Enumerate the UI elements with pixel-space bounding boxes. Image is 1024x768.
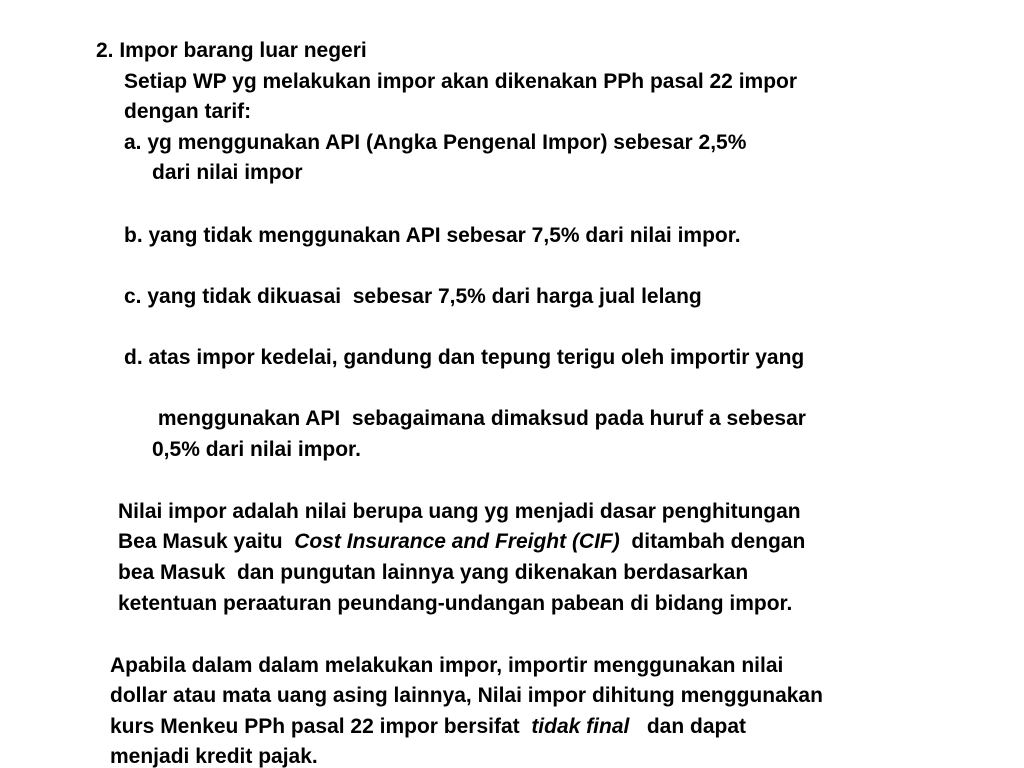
apabila-line-3-tail: dan dapat (629, 715, 747, 738)
heading: 2. Impor barang luar negeri (96, 39, 367, 62)
cif-term: Cost Insurance and Freight (CIF) (294, 530, 620, 553)
intro-line-2: dengan tarif: (124, 100, 252, 123)
nilai-impor-line-1: Nilai impor adalah nilai berupa uang yg menjadi dasar penghitungan (118, 500, 801, 523)
nilai-impor-line-4: ketentuan peraaturan peundang-undangan pabean di bidang impor. (118, 592, 793, 615)
apabila-line-3 (110, 712, 746, 742)
item-a-line-2: dari nilai impor (152, 161, 303, 184)
item-c-line-1: c. yang tidak dikuasai sebesar 7,5% dari harga jual lelang (124, 285, 702, 308)
apabila-line-1: Apabila dalam dalam melakukan impor, importir menggunakan nilai (110, 654, 784, 677)
nilai-impor-line-2-tail: ditambah dengan (619, 530, 806, 553)
item-b-line-1: b. yang tidak menggunakan API sebesar 7,5% dari nilai impor. (124, 224, 741, 247)
item-a-line-1: a. yg menggunakan API (Angka Pengenal Impor) sebesar 2,5% (124, 131, 747, 154)
apabila-line-4: menjadi kredit pajak. (110, 745, 318, 768)
apabila-line-2: dollar atau mata uang asing lainnya, Nilai impor dihitung menggunakan (110, 684, 823, 707)
tidak-final-term: tidak final (531, 715, 630, 738)
nilai-impor-line-3: bea Masuk dan pungutan lainnya yang dikenakan berdasarkan (118, 561, 749, 584)
nilai-impor-line-2 (118, 527, 805, 557)
item-d-line-3: 0,5% dari nilai impor. (152, 438, 361, 461)
apabila-line-3-text: kurs Menkeu PPh pasal 22 impor bersifat (110, 715, 532, 738)
item-d-line-2: menggunakan API sebagaimana dimaksud pada huruf a sebesar (152, 407, 806, 430)
nilai-impor-line-2-text: Bea Masuk yaitu (118, 530, 295, 553)
item-d-line-1: d. atas impor kedelai, gandung dan tepung terigu oleh importir yang (124, 346, 805, 369)
intro-line-1: Setiap WP yg melakukan impor akan dikenakan PPh pasal 22 impor (124, 70, 798, 93)
